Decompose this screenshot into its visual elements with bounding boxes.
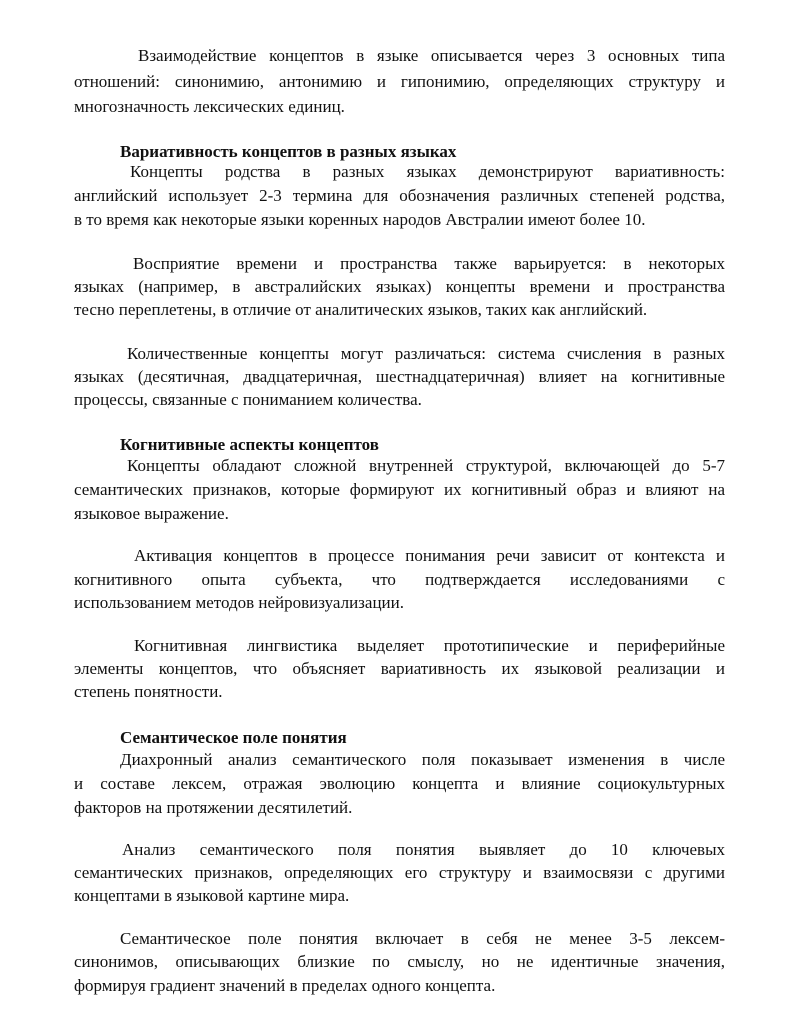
paragraph-line: Семантическое поле понятия включает в себя не менее 3-5 лексем- xyxy=(120,929,725,948)
paragraph-line: использованием методов нейровизуализации. xyxy=(74,593,404,612)
paragraph-line: факторов на протяжении десятилетий. xyxy=(74,798,353,817)
paragraph-line: языках (например, в австралийских языках) концепты времени и пространства xyxy=(74,277,725,296)
paragraph-line: Анализ семантического поля понятия выявляет до 10 ключевых xyxy=(122,840,725,859)
paragraph-line: Концепты родства в разных языках демонстрируют вариативность: xyxy=(130,162,725,181)
paragraph-line: семантических признаков, определяющих его структуру и взаимосвязи с другими xyxy=(74,863,725,882)
paragraph-line: языках (десятичная, двадцатеричная, шестнадцатеричная) влияет на когнитивные xyxy=(74,367,725,386)
paragraph-line: элементы концептов, что объясняет вариативность их языковой реализации и xyxy=(74,659,725,678)
paragraph-line: языковое выражение. xyxy=(74,504,229,523)
paragraph-line: степень понятности. xyxy=(74,682,223,701)
paragraph-line: английский использует 2-3 термина для обозначения различных степеней родства, xyxy=(74,186,725,205)
paragraph-line: отношений: синонимию, антонимию и гипонимию, определяющих структуру и xyxy=(74,72,725,91)
paragraph-line: концептами в языковой картине мира. xyxy=(74,886,350,905)
paragraph-line: когнитивного опыта субъекта, что подтверждается исследованиями с xyxy=(74,570,725,589)
section-heading: Семантическое поле понятия xyxy=(120,728,347,747)
paragraph-line: семантических признаков, которые формируют их когнитивный образ и влияют на xyxy=(74,480,725,499)
paragraph-line: синонимов, описывающих близкие по смыслу, но не идентичные значения, xyxy=(74,952,725,971)
section-heading: Вариативность концептов в разных языках xyxy=(120,142,457,161)
paragraph-line: процессы, связанные с пониманием количества. xyxy=(74,390,422,409)
paragraph-line: формируя градиент значений в пределах одного концепта. xyxy=(74,976,496,995)
paragraph-line: Диахронный анализ семантического поля показывает изменения в числе xyxy=(120,750,725,769)
paragraph-line: Взаимодействие концептов в языке описывается через 3 основных типа xyxy=(138,46,725,65)
paragraph-line: и составе лексем, отражая эволюцию концепта и влияние социокультурных xyxy=(74,774,725,793)
section-heading: Когнитивные аспекты концептов xyxy=(120,435,379,454)
paragraph-line: тесно переплетены, в отличие от аналитических языков, таких как английский. xyxy=(74,300,648,319)
paragraph-line: Когнитивная лингвистика выделяет прототипические и периферийные xyxy=(134,636,725,655)
paragraph-line: Количественные концепты могут различаться: система счисления в разных xyxy=(127,344,725,363)
paragraph-line: Активация концептов в процессе понимания речи зависит от контекста и xyxy=(134,546,725,565)
paragraph-line: Восприятие времени и пространства также варьируется: в некоторых xyxy=(133,254,725,273)
paragraph-line: многозначность лексических единиц. xyxy=(74,97,345,116)
paragraph-line: Концепты обладают сложной внутренней структурой, включающей до 5-7 xyxy=(127,456,725,475)
paragraph-line: в то время как некоторые языки коренных народов Австралии имеют более 10. xyxy=(74,210,646,229)
